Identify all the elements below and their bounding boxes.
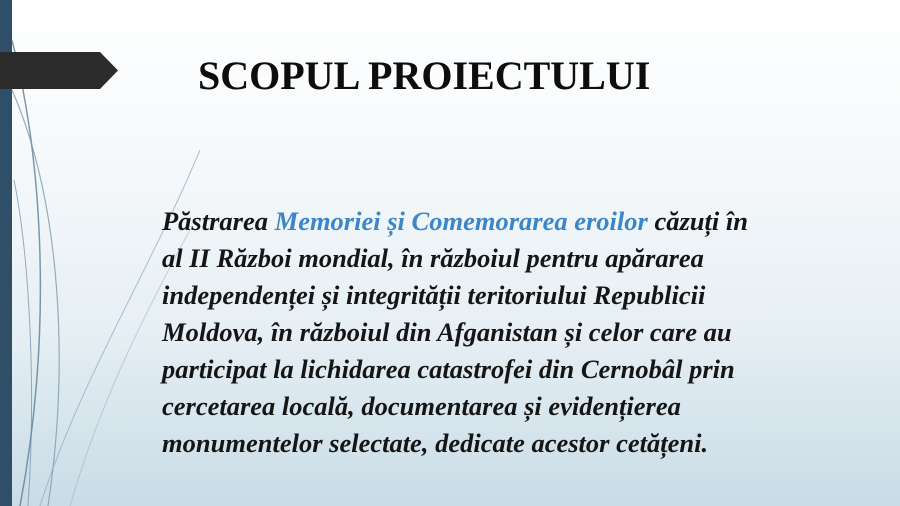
paragraph-line-7: monumentelor selectate, dedicate acestor cetățeni.	[162, 428, 709, 458]
highlighted-phrase: Memoriei și Comemorarea eroilor	[274, 206, 648, 236]
paragraph-line-6: cercetarea locală, documentarea și evidențierea	[162, 391, 681, 421]
body-paragraph	[162, 203, 862, 462]
paragraph-line-1	[162, 203, 862, 240]
paragraph-line-3: independenței și integrității teritoriului Republicii	[162, 280, 706, 310]
title-arrow-shape	[0, 52, 118, 89]
paragraph-line-5: participat la lichidarea catastrofei din Cernobâl prin	[162, 354, 735, 384]
line-1-end: căzuți în	[647, 206, 748, 236]
paragraph-line-4: Moldova, în războiul din Afganistan și celor care au	[162, 317, 732, 347]
line-1-start: Păstrarea	[162, 206, 275, 236]
slide-title: SCOPUL PROIECTULUI	[198, 53, 651, 98]
paragraph-line-2: al II Război mondial, în războiul pentru apărarea	[162, 243, 704, 273]
